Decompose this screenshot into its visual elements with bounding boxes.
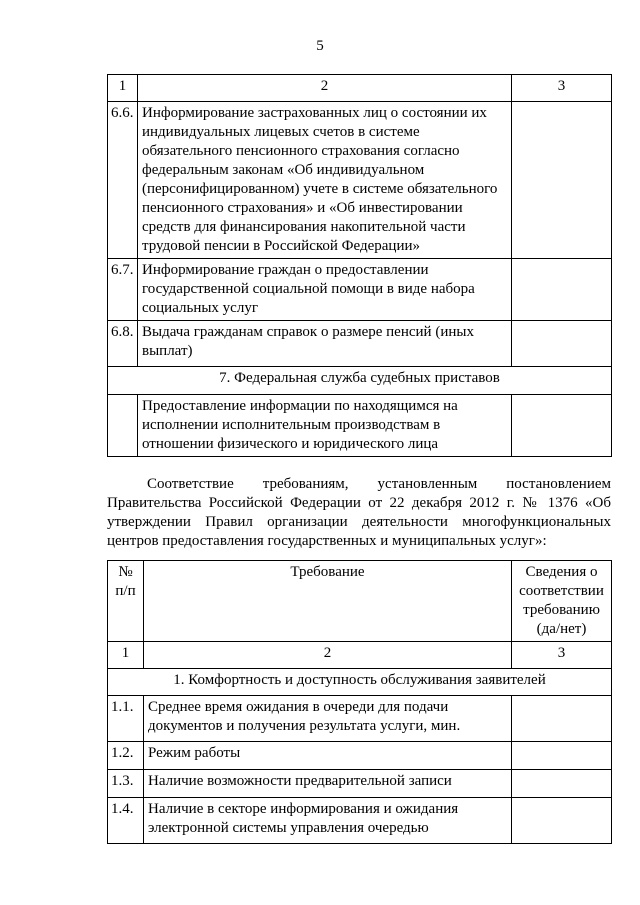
col-header-num: № п/п — [108, 561, 144, 642]
col-index-1: 1 — [108, 75, 138, 102]
table-index-row — [108, 642, 612, 669]
section-header: 7. Федеральная служба судебных приставов — [108, 367, 612, 395]
row-text: Режим работы — [144, 742, 512, 770]
row-number: 6.7. — [108, 259, 138, 321]
row-value — [512, 321, 612, 367]
column-header-row — [108, 561, 612, 642]
row-text: Наличие возможности предварительной записи — [144, 770, 512, 798]
row-text: Среднее время ожидания в очереди для подачи документов и получения результата услуги, мин. — [144, 696, 512, 742]
row-number: 1.3. — [108, 770, 144, 798]
row-value — [512, 259, 612, 321]
row-value — [512, 395, 612, 457]
table-row — [108, 102, 612, 259]
table-row — [108, 798, 612, 844]
col-header-requirement: Требование — [144, 561, 512, 642]
row-number: 6.6. — [108, 102, 138, 259]
row-value — [512, 742, 612, 770]
row-value — [512, 770, 612, 798]
requirements-paragraph: Соответствие требованиям, установленным постановлением Правительства Российской Федерации от 22 декабря 2012 г. № 1376 «Об утверждении Правил организации деятельности многофункциональных центров предоставления государственных и муниципальных услуг»: — [107, 476, 611, 549]
row-value — [512, 798, 612, 844]
section-header-row — [108, 669, 612, 696]
row-number: 6.8. — [108, 321, 138, 367]
row-text: Выдача гражданам справок о размере пенсий (иных выплат) — [138, 321, 512, 367]
table-index-row — [108, 75, 612, 102]
row-text: Наличие в секторе информирования и ожидания электронной системы управления очередью — [144, 798, 512, 844]
row-number — [108, 395, 138, 457]
row-text: Предоставление информации по находящимся на исполнении исполнительным производствам в отношении физического и юридического лица — [138, 395, 512, 457]
col-header-info: Сведения о соответствии требованию (да/нет) — [512, 561, 612, 642]
col-index-3: 3 — [512, 642, 612, 669]
table-row — [108, 321, 612, 367]
table-row — [108, 259, 612, 321]
row-number: 1.2. — [108, 742, 144, 770]
col-index-1: 1 — [108, 642, 144, 669]
table-row — [108, 696, 612, 742]
table-row — [108, 770, 612, 798]
row-value — [512, 102, 612, 259]
section-header: 1. Комфортность и доступность обслуживания заявителей — [108, 669, 612, 696]
row-number: 1.1. — [108, 696, 144, 742]
services-table — [107, 74, 612, 457]
col-index-2: 2 — [138, 75, 512, 102]
row-text: Информирование застрахованных лиц о состоянии их индивидуальных лицевых счетов в системе обязательного пенсионного страхования согласно федеральным законам «Об индивидуальном (персонифицированном) учете в системе обязательного пенсионного страхования» и «Об инвестировании средств для финансирования накопительной части трудовой пенсии в Российской Федерации» — [138, 102, 512, 259]
requirements-table — [107, 560, 612, 844]
row-number: 1.4. — [108, 798, 144, 844]
row-value — [512, 696, 612, 742]
table-row — [108, 742, 612, 770]
col-index-2: 2 — [144, 642, 512, 669]
col-index-3: 3 — [512, 75, 612, 102]
page-number: 5 — [316, 38, 324, 54]
table-row — [108, 395, 612, 457]
row-text: Информирование граждан о предоставлении государственной социальной помощи в виде набора социальных услуг — [138, 259, 512, 321]
section-header-row — [108, 367, 612, 395]
